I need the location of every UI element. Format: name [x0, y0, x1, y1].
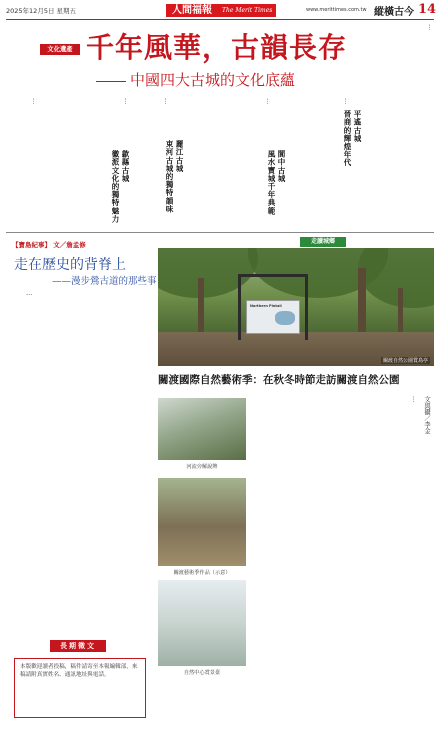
- section-name: 縱橫古今: [374, 7, 414, 18]
- photo-story-title: 關渡國際自然藝術季：在秋冬時節走訪關渡自然公園: [158, 374, 400, 386]
- feature-headline: 千年風華，古韻長存: [86, 31, 348, 64]
- bird-hide-photo: [158, 248, 434, 366]
- viewing-deck-photo: [158, 580, 246, 666]
- photo-story-byline: 文與攝／李金: [423, 396, 430, 434]
- feature-body-block-1: …: [123, 98, 130, 105]
- art-installation-photo: [158, 478, 246, 566]
- feature-body-block-4: …: [343, 98, 350, 105]
- subhead-pingyao: 平遙古城: [353, 110, 362, 143]
- column-tag: 【寶島紀事】 文／詹孟修: [12, 241, 86, 249]
- paper-name-en: The Merit Times: [222, 7, 273, 14]
- feature-body-left: …: [31, 98, 38, 105]
- sign-title: Northern Pintail: [250, 304, 282, 308]
- subhead-lijiang-sub: 束河古城的獨特韻味: [165, 140, 174, 213]
- art-photo-caption: 關渡藝術季作品（示意）: [173, 570, 231, 576]
- column-title: 走在歷史的背脊上: [14, 257, 126, 273]
- subhead-langzhong: 閬中古城: [277, 150, 286, 183]
- paper-name: 人間福報: [172, 5, 212, 16]
- column-body: …: [26, 290, 33, 297]
- column-byline: 文／詹孟修: [53, 241, 86, 249]
- section-divider: [6, 232, 434, 233]
- feature-body-block-3: …: [265, 98, 272, 105]
- main-photo-caption: 關渡自然公園賞鳥亭: [382, 358, 428, 364]
- subhead-shexian-sub: 徽派文化的獨特魅力: [111, 150, 120, 223]
- paper-website[interactable]: www.merittimes.com.tw: [306, 7, 367, 13]
- masthead-divider: [6, 19, 434, 20]
- masthead: [6, 2, 437, 19]
- paper-logo: [166, 4, 276, 17]
- river-photo: [158, 398, 246, 460]
- issue-date: 2025年12月5日 星期五: [6, 7, 77, 15]
- feature-intro: …: [427, 24, 434, 31]
- page-number: 14: [418, 2, 437, 17]
- subhead-pingyao-sub: 晉商的輝煌年代: [343, 110, 352, 167]
- column-subtitle: ——漫步鶯古道的那些事: [52, 276, 157, 287]
- subhead-langzhong-sub: 風水寶城千年典範: [267, 150, 276, 215]
- feature-tag: 文化遺產: [40, 44, 80, 55]
- feature-body-block-2: …: [163, 98, 170, 105]
- subhead-lijiang: 麗江古城: [175, 140, 184, 173]
- deck-photo-caption: 自然中心賞景臺: [183, 670, 221, 676]
- photo-story-body: …: [411, 396, 418, 403]
- photo-section-label: 走讀城鄉: [300, 237, 346, 247]
- bird-illustration: [275, 311, 295, 325]
- interpretive-sign: [246, 300, 300, 334]
- notice-box: [14, 658, 146, 718]
- notice-heading: 長期徵文: [50, 640, 106, 652]
- feature-subheadline: 中國四大古城的文化底蘊: [96, 69, 366, 90]
- notice-body: 本版歡迎讀者投稿，稿件請寄至本報編輯部，來稿請附真實姓名、通訊地址與電話。: [20, 664, 138, 679]
- river-photo-caption: 河流旁解說牌: [186, 464, 218, 470]
- subhead-shexian: 歙縣古城: [121, 150, 130, 183]
